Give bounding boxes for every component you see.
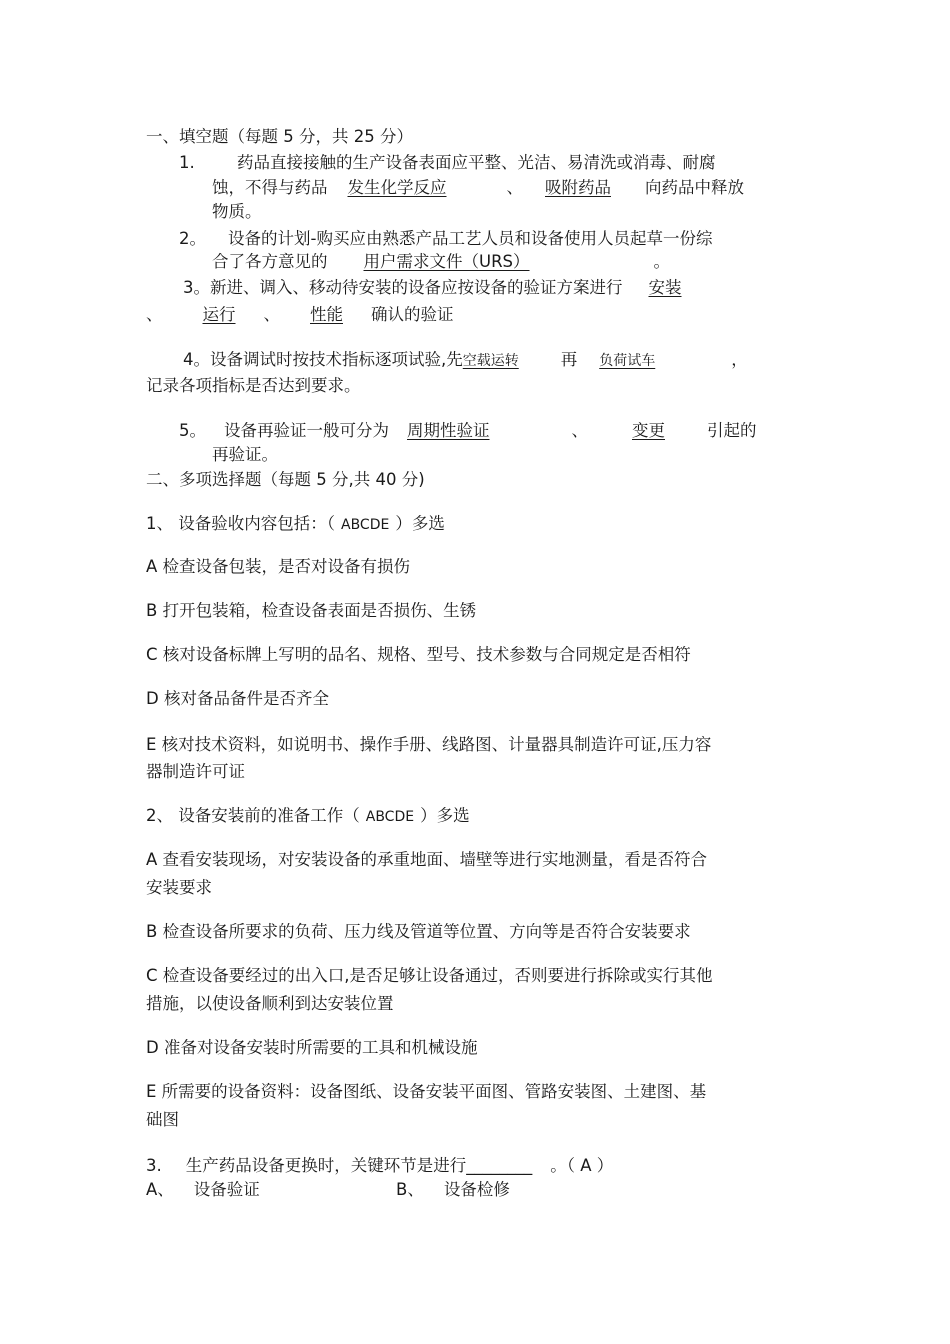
q1-separator: 、: [506, 178, 523, 197]
mc3-option-b: [396, 1178, 510, 1202]
mc3-stem-text: 生产药品设备更换时，关键环节是进行: [185, 1156, 467, 1175]
mc3-option-a: [146, 1178, 260, 1202]
mc2-stem-text: 2、 设备安装前的准备工作（: [146, 806, 360, 825]
section2-heading: 二、多项选择题（每题 5 分,共 40 分): [146, 470, 425, 489]
q3-answer-1: 安装: [648, 278, 682, 297]
q1-line2: [212, 176, 744, 200]
q4-line1-text: 4。设备调试时按技术指标逐项试验,先: [183, 350, 463, 369]
mc1-stem-end: ）多选: [395, 514, 445, 533]
mc1-option-e-line1: E 核对技术资料，如说明书、操作手册、线路图、计量器具制造许可证,压力容: [146, 735, 712, 754]
q4-mid: 再: [560, 350, 578, 369]
mc1-option-a: A 检查设备包装，是否对设备有损伤: [146, 557, 411, 576]
q5-line2: 再验证。: [212, 445, 278, 464]
mc1-option-e-line2: 器制造许可证: [146, 762, 245, 781]
q5-line1: [224, 419, 757, 443]
q5-number: 5。: [179, 421, 206, 440]
q2-line2-end: 。: [653, 252, 671, 271]
mc2-stem-end: ）多选: [420, 806, 470, 825]
mc2-option-a-line1: A 查看安装现场，对安装设备的承重地面、墙壁等进行实地测量，看是否符合: [146, 850, 708, 869]
q5-line1-text: 设备再验证一般可分为: [224, 421, 389, 440]
mc2-option-d: D 准备对设备安装时所需要的工具和机械设施: [146, 1038, 478, 1057]
mc2-answer: ABCDE: [365, 809, 415, 825]
mc1-stem-text: 1、 设备验收内容包括：（: [146, 514, 335, 533]
mc2-option-c-line1: C 检查设备要经过的出入口,是否足够让设备通过，否则要进行拆除或实行其他: [146, 966, 713, 985]
q1-line2-text: 蚀，不得与药品: [212, 178, 328, 197]
q3-line2: [146, 303, 454, 327]
mc1-answer: ABCDE: [341, 517, 390, 533]
mc2-option-a-line2: 安装要求: [146, 878, 212, 897]
mc1-option-d: D 核对备品备件是否齐全: [146, 689, 329, 708]
q1-answer-2: 吸附药品: [545, 178, 611, 197]
q1-line2-end: 向药品中释放: [645, 178, 744, 197]
q4-line2: 记录各项指标是否达到要求。: [146, 376, 361, 395]
mc3-stem: [146, 1154, 613, 1178]
q3-line2-end: 确认的验证: [371, 305, 454, 324]
q5-answer-2: 变更: [632, 421, 665, 440]
section1-heading: 一、填空题（每题 5 分，共 25 分）: [146, 127, 413, 146]
q1-answer-1: 发生化学反应: [347, 178, 447, 197]
mc1-option-c: C 核对设备标牌上写明的品名、规格、型号、技术参数与合同规定是否相符: [146, 645, 691, 664]
mc3-option-a-label: A、: [146, 1180, 174, 1199]
mc3-blank: ________: [466, 1156, 533, 1175]
q3-separator-2: 、: [263, 305, 280, 324]
q1-line3: 物质。: [212, 202, 262, 221]
mc2-stem: [146, 804, 470, 829]
q3-answer-2: 运行: [202, 305, 236, 324]
q1-number: 1.: [179, 153, 195, 172]
q3-line1-text: 3。新进、调入、移动待安装的设备应按设备的验证方案进行: [183, 278, 623, 297]
mc3-option-a-text: 设备验证: [193, 1180, 260, 1199]
q2-line2: [212, 250, 670, 274]
q4-answer-1: 空载运转: [462, 353, 519, 369]
mc3-number: 3.: [146, 1156, 162, 1175]
mc3-option-b-text: 设备检修: [443, 1180, 510, 1199]
q2-line2-text: 合了各方意见的: [212, 252, 328, 271]
mc2-option-c-line2: 措施，以使设备顺利到达安装位置: [146, 994, 394, 1013]
q2-number: 2。: [179, 229, 206, 248]
q2-line1: 设备的计划-购买应由熟悉产品工艺人员和设备使用人员起草一份综: [228, 229, 713, 248]
mc3-option-b-label: B、: [396, 1180, 424, 1199]
q4-answer-2: 负荷试车: [599, 353, 656, 369]
q4-line1: [183, 348, 748, 373]
mc2-option-e-line1: E 所需要的设备资料：设备图纸、设备安装平面图、管路安装图、土建图、基: [146, 1082, 707, 1101]
q3-separator-1: 、: [146, 305, 163, 324]
q3-answer-3: 性能: [310, 305, 343, 324]
q4-end: ，: [731, 350, 748, 369]
mc1-option-b: B 打开包装箱，检查设备表面是否损伤、生锈: [146, 601, 477, 620]
mc2-option-b: B 检查设备所要求的负荷、压力线及管道等位置、方向等是否符合安装要求: [146, 922, 691, 941]
q5-separator: 、: [571, 421, 588, 440]
mc1-stem: [146, 512, 445, 537]
q3-line1: [183, 276, 682, 300]
q5-line1-end: 引起的: [707, 421, 757, 440]
mc3-stem-end: 。（ A ）: [550, 1156, 614, 1175]
q1-line1: 药品直接接触的生产设备表面应平整、光洁、易清洗或消毒、耐腐: [237, 153, 716, 172]
q5-answer-1: 周期性验证: [407, 421, 490, 440]
mc2-option-e-line2: 础图: [146, 1110, 179, 1129]
q2-answer: 用户需求文件（URS）: [363, 252, 530, 271]
